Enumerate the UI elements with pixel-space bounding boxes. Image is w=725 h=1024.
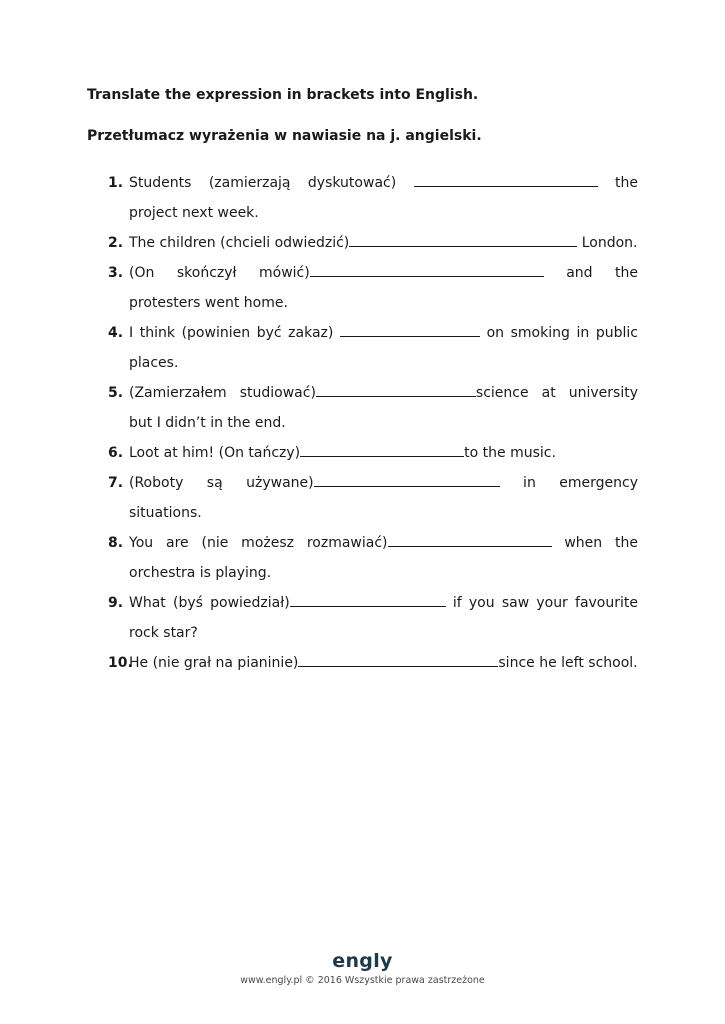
answer-blank[interactable] — [414, 168, 598, 187]
exercise-text-before: Students (zamierzają dyskutować) — [129, 175, 414, 191]
exercise-number: 7. — [108, 475, 124, 491]
exercise-item — [87, 318, 638, 378]
exercise-item — [87, 648, 638, 678]
answer-blank[interactable] — [314, 468, 500, 487]
exercise-text-after: in emergency situations. — [129, 475, 638, 521]
exercise-text-after: on smoking in public places. — [129, 325, 638, 371]
instruction-english: Translate the expression in brackets into English. — [87, 87, 479, 103]
exercise-item — [87, 468, 638, 528]
exercise-text-before: I think (powinien być zakaz) — [129, 325, 340, 341]
exercise-text-before: What (byś powiedział) — [129, 595, 290, 611]
exercise-text-after: the project next week. — [129, 175, 638, 221]
answer-blank[interactable] — [340, 318, 480, 337]
exercise-number: 2. — [108, 235, 124, 251]
answer-blank[interactable] — [349, 228, 577, 247]
exercise-text-before: (Zamierzałem studiować) — [129, 385, 316, 401]
answer-blank[interactable] — [290, 588, 446, 607]
exercise-text-before: He (nie grał na pianinie) — [129, 655, 299, 671]
exercise-text-after: if you saw your favourite rock star? — [129, 595, 638, 641]
exercise-number: 5. — [108, 385, 124, 401]
exercise-text-after: science at university but I didn’t in the end. — [129, 385, 638, 431]
exercise-item — [87, 378, 638, 438]
answer-blank[interactable] — [298, 648, 498, 667]
exercise-text-before: You are (nie możesz rozmawiać) — [129, 535, 388, 551]
exercise-text-before: Loot at him! (On tańczy) — [129, 445, 301, 461]
answer-blank[interactable] — [316, 378, 476, 397]
exercise-text-after: since he left school. — [498, 655, 638, 671]
engly-logo: engly — [332, 950, 393, 972]
exercise-number: 6. — [108, 445, 124, 461]
exercise-number: 9. — [108, 595, 124, 611]
exercise-item — [87, 258, 638, 318]
exercise-text-before: The children (chcieli odwiedzić) — [129, 235, 350, 251]
exercise-item — [87, 168, 638, 228]
exercise-list — [87, 168, 638, 678]
exercise-number: 10. — [108, 655, 133, 671]
answer-blank[interactable] — [310, 258, 544, 277]
exercise-text-after: to the music. — [464, 445, 556, 461]
footer-copyright: www.engly.pl © 2016 Wszystkie prawa zastrzeżone — [240, 975, 485, 986]
exercise-text-after: when the orchestra is playing. — [129, 535, 638, 581]
exercise-item — [87, 438, 638, 468]
answer-blank[interactable] — [300, 438, 464, 457]
instruction-polish: Przetłumacz wyrażenia w nawiasie na j. angielski. — [87, 128, 482, 144]
exercise-text-before: (On skończył mówić) — [129, 265, 310, 281]
exercise-number: 8. — [108, 535, 124, 551]
exercise-text-before: (Roboty są używane) — [129, 475, 314, 491]
answer-blank[interactable] — [388, 528, 552, 547]
exercise-number: 1. — [108, 175, 124, 191]
exercise-item — [87, 588, 638, 648]
exercise-text-after: London. — [577, 235, 638, 251]
exercise-item — [87, 228, 638, 258]
exercise-number: 3. — [108, 265, 124, 281]
exercise-number: 4. — [108, 325, 124, 341]
exercise-text-after: and the protesters went home. — [129, 265, 639, 311]
exercise-item — [87, 528, 638, 588]
